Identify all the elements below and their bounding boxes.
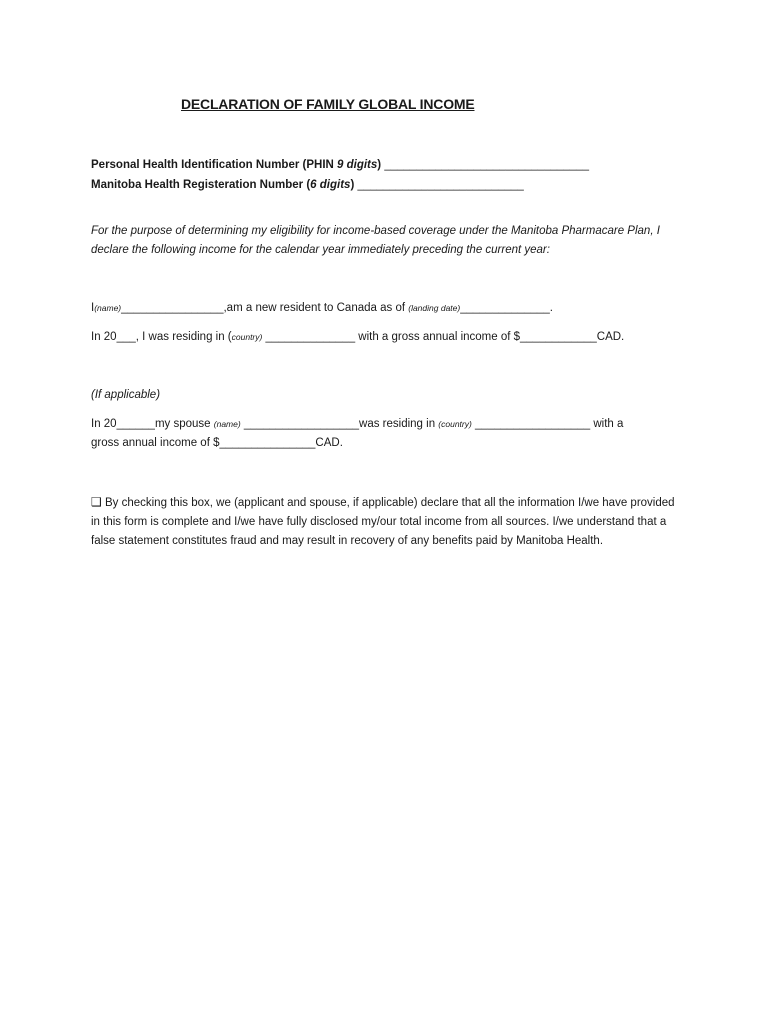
if-applicable-label: (If applicable) xyxy=(91,389,161,401)
resident-middle: ,am a new resident to Canada as of xyxy=(223,302,409,314)
name-field[interactable]: ________________ xyxy=(121,302,224,314)
spouse-name-hint: (name) xyxy=(213,419,241,429)
landing-date-hint: (landing date) xyxy=(408,303,461,313)
spouse-middle[interactable]: __________________was residing in xyxy=(240,418,439,430)
declaration-paragraph xyxy=(91,493,683,551)
phin-label: Personal Health Identification Number (PHIN xyxy=(91,159,338,171)
income-middle[interactable]: ______________ with a gross annual income of $____________CAD. xyxy=(262,331,625,343)
phin-field[interactable]: ________________________________ xyxy=(384,159,589,171)
mhrn-field[interactable]: __________________________ xyxy=(357,179,524,191)
country-hint: country) xyxy=(231,332,263,342)
resident-prefix: I xyxy=(91,302,95,314)
name-hint: (name) xyxy=(94,303,122,313)
page-title: DECLARATION OF FAMILY GLOBAL INCOME xyxy=(181,96,475,112)
landing-date-field[interactable]: ______________. xyxy=(460,302,553,314)
mhrn-close: ) xyxy=(350,179,358,191)
intro-paragraph: For the purpose of determining my eligibility for income-based coverage under the Manitoba Pharmacare Plan, I declare the following income for the calendar year immediately preceding the current year: xyxy=(91,225,660,256)
phin-line xyxy=(91,156,589,174)
income-line xyxy=(91,328,624,346)
spouse-country-hint: (country) xyxy=(438,419,472,429)
declaration-text: By checking this box, we (applicant and spouse, if applicable) declare that all the information I/we have provided in this form is complete and I/we have fully disclosed my/our total income from all sources. I/we understand that a false statement constitutes fraud and may result in recovery of any benefits paid by Manitoba Health. xyxy=(91,497,675,547)
income-prefix: In 20___, I was residing in ( xyxy=(91,331,232,343)
declaration-checkbox[interactable]: ❑ xyxy=(91,495,102,509)
spouse-line xyxy=(91,415,623,433)
resident-line xyxy=(91,299,553,317)
mhrn-digits-hint: 6 digits xyxy=(310,179,351,191)
spouse-prefix: In 20______my spouse xyxy=(91,418,214,430)
spouse-income-line[interactable]: gross annual income of $_______________CAD. xyxy=(91,437,343,449)
spouse-suffix[interactable]: __________________ with a xyxy=(471,418,624,430)
mhrn-label: Manitoba Health Registeration Number ( xyxy=(91,179,311,191)
phin-digits-hint: 9 digits xyxy=(337,159,378,171)
phin-close: ) xyxy=(377,159,385,171)
mhrn-line xyxy=(91,176,524,194)
